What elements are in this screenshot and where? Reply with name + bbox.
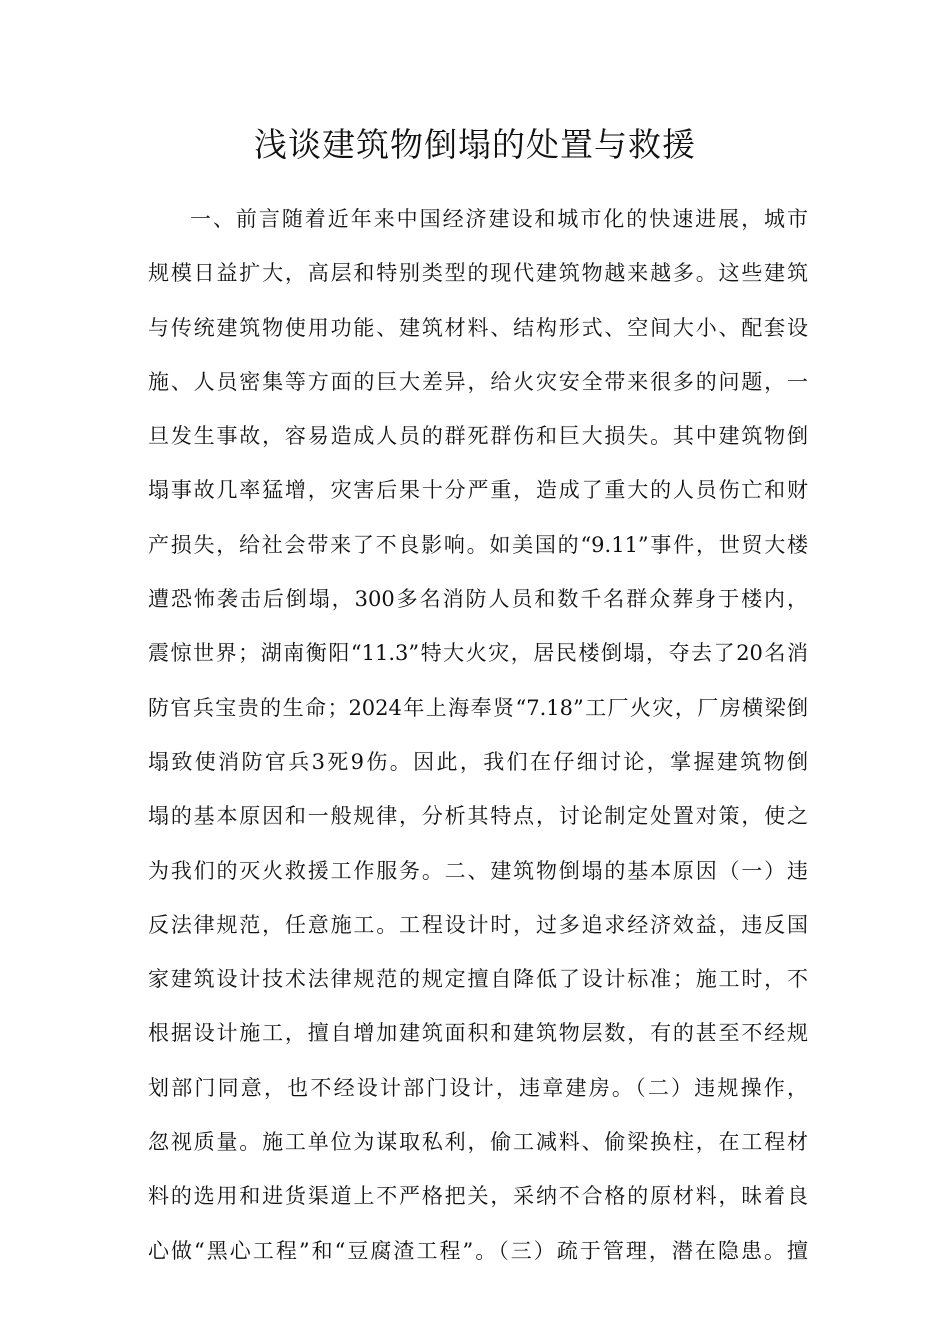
body-line: 反法律规范，任意施工。工程设计时，过多追求经济效益，违反国 <box>148 912 808 937</box>
body-line: 施、人员密集等方面的巨大差异，给火灾安全带来很多的问题，一 <box>148 369 808 394</box>
body-line: 防官兵宝贵的生命；2024年上海奉贤“7.18”工厂火灾，厂房横梁倒 <box>148 695 808 720</box>
body-line: 根据设计施工，擅自增加建筑面积和建筑物层数，有的甚至不经规 <box>148 1021 808 1046</box>
body-line: 遭恐怖袭击后倒塌，300多名消防人员和数千名群众葬身于楼内， <box>148 587 808 612</box>
document-body <box>148 192 808 1278</box>
body-line: 心做“黑心工程”和“豆腐渣工程”。（三）疏于管理，潜在隐患。擅 <box>148 1238 808 1263</box>
body-line: 料的选用和进货渠道上不严格把关，采纳不合格的原材料，昧着良 <box>148 1184 808 1209</box>
body-line: 一、前言随着近年来中国经济建设和城市化的快速进展，城市 <box>190 207 808 231</box>
body-line: 规模日益扩大，高层和特别类型的现代建筑物越来越多。这些建筑 <box>148 261 808 286</box>
body-line: 家建筑设计技术法律规范的规定擅自降低了设计标准；施工时，不 <box>148 967 808 992</box>
body-line: 塌事故几率猛增，灾害后果十分严重，造成了重大的人员伤亡和财 <box>148 478 808 503</box>
body-line: 与传统建筑物使用功能、建筑材料、结构形式、空间大小、配套设 <box>148 315 808 340</box>
body-line: 忽视质量。施工单位为谋取私利，偷工减料、偷梁换柱，在工程材 <box>148 1130 808 1155</box>
body-line: 划部门同意，也不经设计部门设计，违章建房。（二）违规操作， <box>148 1075 808 1100</box>
body-line: 产损失，给社会带来了不良影响。如美国的“9.11”事件，世贸大楼 <box>148 532 808 557</box>
body-line: 塌的基本原因和一般规律，分析其特点，讨论制定处置对策，使之 <box>148 804 808 829</box>
body-line: 为我们的灭火救援工作服务。二、建筑物倒塌的基本原因（一）违 <box>148 858 808 883</box>
body-line: 塌致使消防官兵3死9伤。因此，我们在仔细讨论，掌握建筑物倒 <box>148 749 808 774</box>
body-line: 震惊世界；湖南衡阳“11.3”特大火灾，居民楼倒塌，夺去了20名消 <box>148 641 808 666</box>
body-line: 旦发生事故，容易造成人员的群死群伤和巨大损失。其中建筑物倒 <box>148 424 808 449</box>
document-title: 浅谈建筑物倒塌的处置与救援 <box>254 125 696 164</box>
